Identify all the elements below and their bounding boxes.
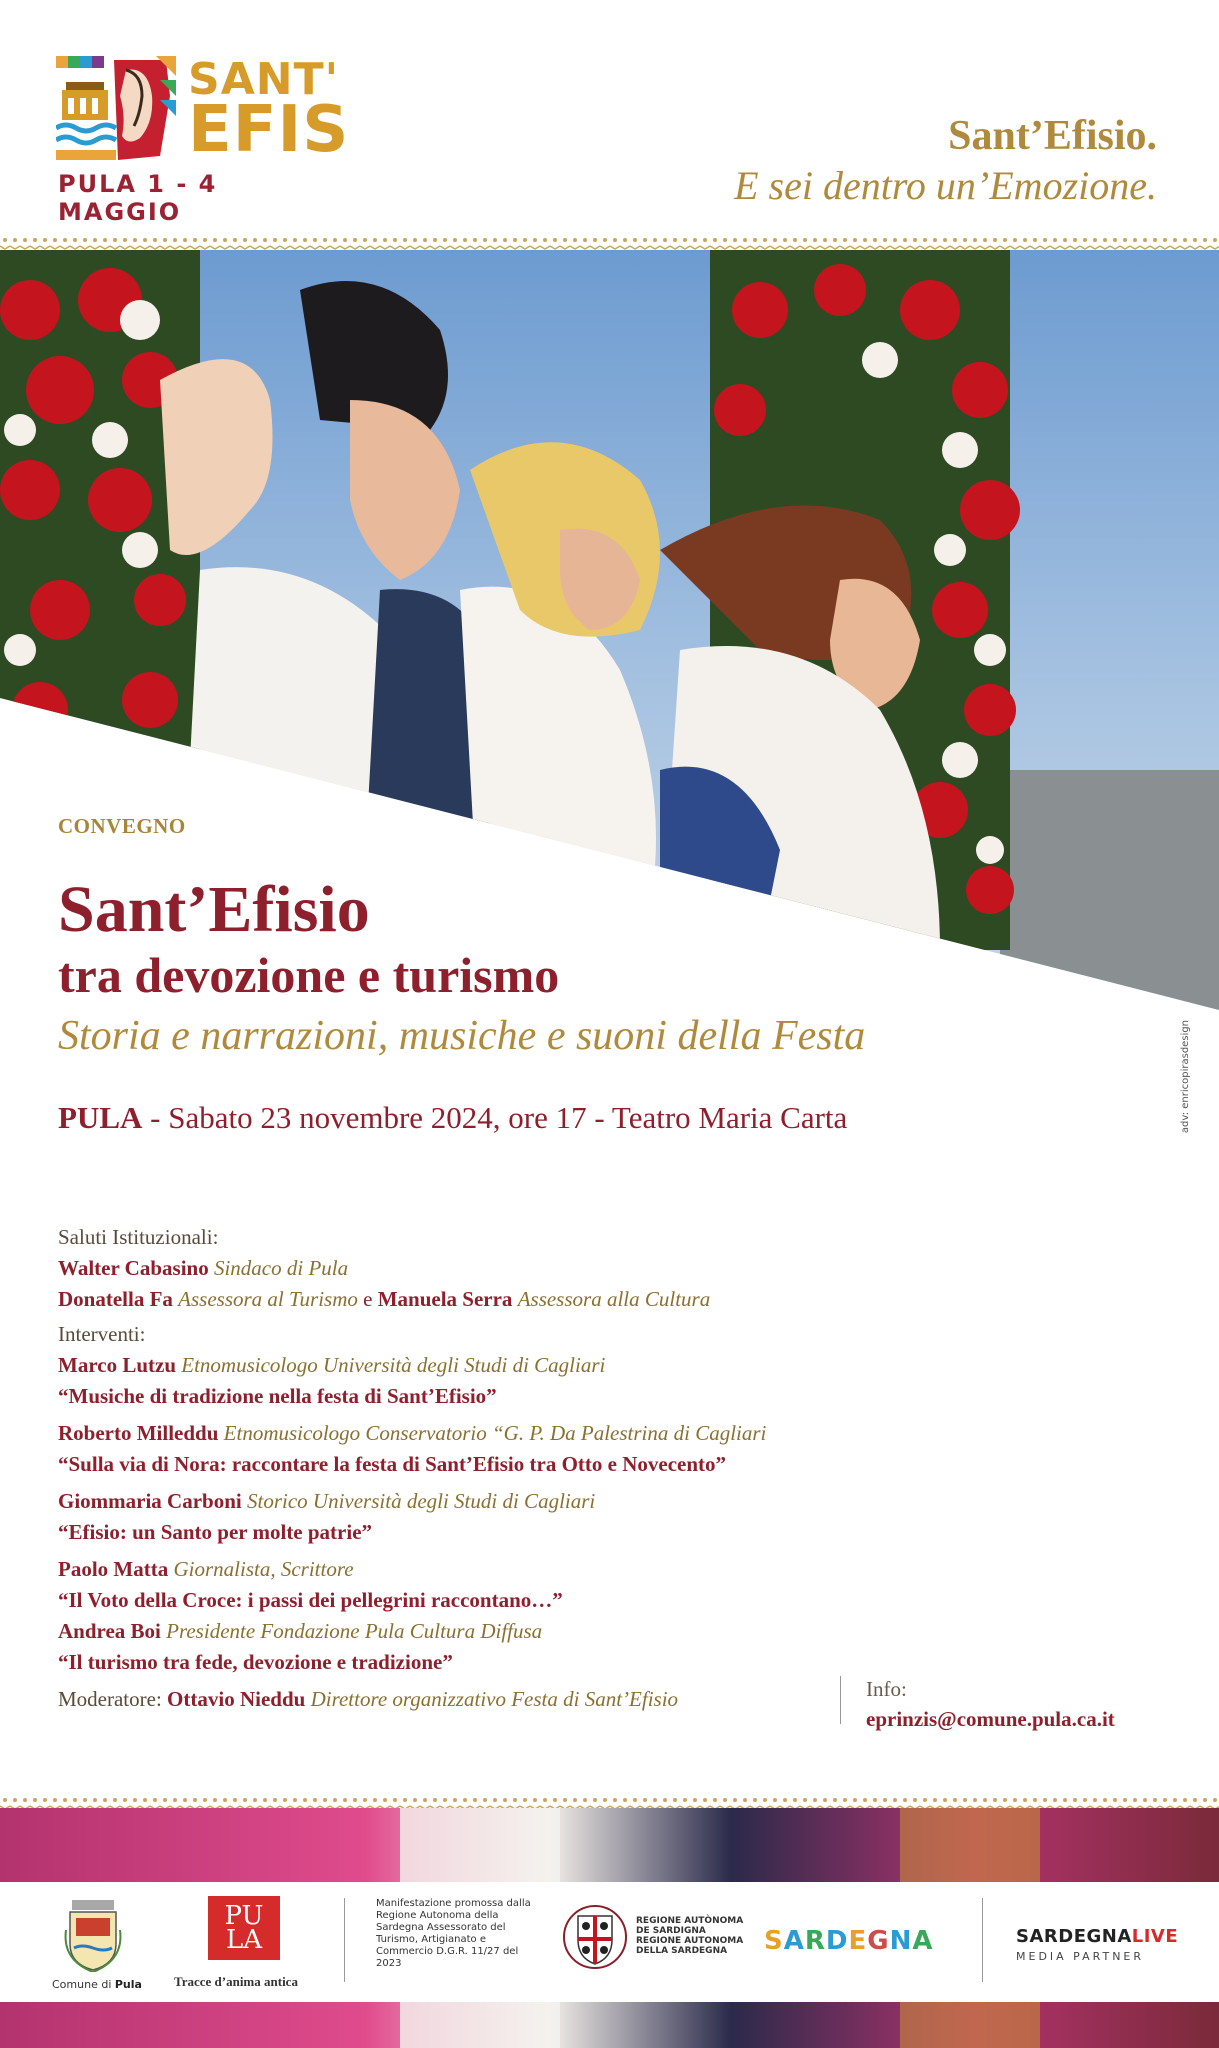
media-partner-label: MEDIA PARTNER	[1016, 1950, 1145, 1963]
event-venue: Teatro Maria Carta	[611, 1100, 848, 1135]
interventi-heading: Interventi:	[58, 1322, 146, 1346]
sardegna-letter: N	[889, 1926, 913, 1956]
event-type-label: CONVEGNO	[58, 814, 186, 838]
event-logo	[56, 54, 350, 226]
logo-dates: PULA 1 - 4 MAGGIO	[58, 170, 218, 226]
sardegna-letter: A	[783, 1926, 805, 1956]
talk-title: “Il turismo tra fede, devozione e tradizione”	[58, 1650, 453, 1674]
program-entry	[58, 1253, 878, 1284]
talk-title: “Efisio: un Santo per molte patrie”	[58, 1520, 373, 1544]
sardegna-live-main: SARDEGNA	[1016, 1926, 1132, 1947]
info-divider	[840, 1676, 841, 1724]
sardegna-letter: G	[867, 1926, 890, 1956]
program-entry	[58, 1486, 878, 1517]
speaker-role: Sindaco di Pula	[213, 1256, 349, 1280]
talk-title: “Sulla via di Nora: raccontare la festa di Sant’Efisio tra Otto e Novecento”	[58, 1452, 727, 1476]
event-subtitle: Storia e narrazioni, musiche e suoni della Festa	[58, 1013, 866, 1059]
ornament-border-top	[0, 236, 1219, 250]
event-place: PULA	[58, 1100, 143, 1135]
sardegna-letter: S	[764, 1926, 784, 1956]
speaker-role: Etnomusicologo Conservatorio “G. P. Da Palestrina di Cagliari	[223, 1421, 767, 1445]
saint-face-mosaic-icon	[56, 56, 176, 166]
speaker-name: Manuela Serra	[377, 1287, 513, 1311]
pula-logo-line-2: LA	[225, 1925, 263, 1955]
separator: -	[150, 1100, 161, 1135]
separator: -	[594, 1100, 605, 1135]
sponsor-divider	[982, 1898, 983, 1982]
sardegna-brand-logo	[764, 1926, 933, 1956]
program-list	[58, 1222, 878, 1715]
speaker-name: Giommaria Carboni	[58, 1489, 242, 1513]
sardegna-letter: E	[848, 1926, 868, 1956]
event-title-line-2: tra devozione e turismo	[58, 947, 560, 1003]
ras-line: DE SARDIGNA	[636, 1926, 706, 1936]
moderator-role: Direttore organizzativo Festa di Sant’Efisio	[310, 1687, 679, 1711]
event-date: Sabato 23 novembre 2024, ore 17	[168, 1100, 587, 1135]
comune-pula-crest-icon	[62, 1900, 124, 1972]
promotion-note: Manifestazione promossa dalla Regione Autonoma della Sardegna Assessorato del Turismo, Artigianato e Commercio D.G.R. 11/27 del 2023	[376, 1898, 531, 1969]
moderator-label: Moderatore:	[58, 1687, 162, 1711]
sardegna-live-accent: LIVE	[1131, 1926, 1179, 1947]
ras-line: DELLA SARDEGNA	[636, 1946, 728, 1956]
pula-logo-line-1: PU	[224, 1901, 264, 1931]
logo-word-efis: EFIS	[188, 93, 350, 167]
program-entry	[58, 1616, 878, 1647]
talk-title: “Musiche di tradizione nella festa di Sant’Efisio”	[58, 1384, 497, 1408]
speaker-role: Assessora al Turismo	[178, 1287, 358, 1311]
sardegna-letter: A	[912, 1926, 934, 1956]
sponsor-strip	[0, 1882, 1219, 2002]
speaker-name: Donatella Fa	[58, 1287, 173, 1311]
program-entry	[58, 1554, 878, 1585]
sardegna-live-logo	[1016, 1926, 1178, 1947]
moderator-name: Ottavio Nieddu	[167, 1687, 306, 1711]
info-email-link[interactable]: eprinzis@comune.pula.ca.it	[866, 1707, 1115, 1731]
event-title: Sant’Efisio	[58, 873, 370, 946]
comune-name: Pula	[114, 1978, 142, 1991]
regione-sardegna-name	[636, 1916, 743, 1956]
speaker-name: Andrea Boi	[58, 1619, 161, 1643]
speaker-role: Giornalista, Scrittore	[173, 1557, 354, 1581]
speaker-name: Marco Lutzu	[58, 1353, 177, 1377]
ras-line: REGIONE AUTÒNOMA	[636, 1916, 744, 1926]
speaker-name: Paolo Matta	[58, 1557, 169, 1581]
comune-pula-caption	[52, 1978, 142, 1991]
tagline	[734, 112, 1157, 209]
sponsor-divider	[344, 1898, 345, 1982]
sardegna-letter: D	[825, 1926, 849, 1956]
saluti-heading: Saluti Istituzionali:	[58, 1225, 219, 1249]
sardegna-letter: R	[804, 1926, 826, 1956]
program-entry	[58, 1350, 878, 1381]
pula-tourism-logo-text	[208, 1901, 280, 1955]
moderator-entry	[58, 1684, 878, 1715]
logo-word-sant: SANT'	[188, 54, 340, 105]
talk-title: “Il Voto della Croce: i passi dei pellegrini raccontano…”	[58, 1588, 563, 1612]
info-block	[866, 1674, 1115, 1734]
program-entry	[58, 1284, 878, 1315]
speaker-role: Storico Università degli Studi di Cagliari	[247, 1489, 596, 1513]
info-label: Info:	[866, 1677, 907, 1701]
design-credit-text: adv: enricopirasdesign	[1180, 1020, 1191, 1134]
program-entry	[58, 1418, 878, 1449]
speaker-name: Roberto Milleddu	[58, 1421, 219, 1445]
speaker-name: Walter Cabasino	[58, 1256, 209, 1280]
conjunction: e	[363, 1287, 373, 1311]
tagline-line-1: Sant’Efisio.	[948, 113, 1157, 159]
speaker-role: Assessora alla Cultura	[517, 1287, 711, 1311]
regione-sardegna-crest-icon	[562, 1904, 628, 1970]
speaker-role: Presidente Fondazione Pula Cultura Diffusa	[166, 1619, 543, 1643]
design-credit	[1180, 1020, 1200, 1134]
speaker-role: Etnomusicologo Università degli Studi di Cagliari	[181, 1353, 606, 1377]
comune-prefix: Comune di	[52, 1978, 112, 1991]
ras-line: REGIONE AUTONOMA	[636, 1936, 744, 1946]
pula-tourism-tagline: Tracce d’anima antica	[174, 1974, 298, 1989]
tagline-line-2: E sei dentro un’Emozione.	[734, 163, 1157, 208]
event-date-venue	[58, 1100, 847, 1136]
